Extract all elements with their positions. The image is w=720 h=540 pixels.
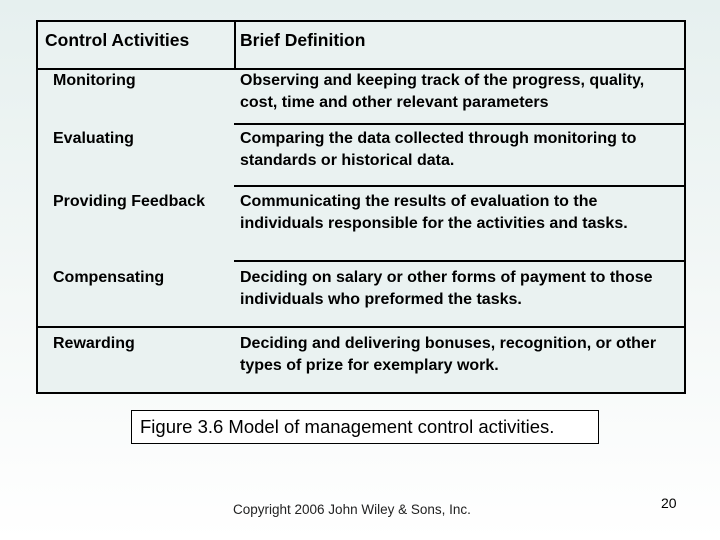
row-divider — [234, 185, 684, 187]
definition-providing-feedback: Communicating the results of evaluation to the individuals responsible for the activities and tasks. — [240, 193, 628, 232]
copyright-notice: Copyright 2006 John Wiley & Sons, Inc. — [233, 502, 471, 517]
definition-evaluating: Comparing the data collected through monitoring to standards or historical data. — [240, 130, 637, 169]
page-number: 20 — [661, 495, 677, 511]
header-column-divider — [234, 22, 236, 68]
row-divider — [234, 260, 684, 262]
activity-providing-feedback: Providing Feedback — [53, 193, 206, 210]
activity-compensating: Compensating — [53, 269, 165, 286]
activity-monitoring: Monitoring — [53, 72, 136, 89]
activity-rewarding: Rewarding — [53, 335, 135, 352]
header-control-activities: Control Activities — [45, 30, 190, 50]
definition-monitoring: Observing and keeping track of the progress, quality, cost, time and other relevant parameters — [240, 72, 645, 111]
definition-compensating: Deciding on salary or other forms of payment to those individuals who preformed the tasks. — [240, 269, 653, 308]
row-divider — [38, 326, 684, 328]
header-brief-definition: Brief Definition — [240, 30, 366, 50]
definition-rewarding: Deciding and delivering bonuses, recognition, or other types of prize for exemplary work. — [240, 335, 657, 374]
activity-evaluating: Evaluating — [53, 130, 134, 147]
control-activities-table — [36, 20, 686, 394]
figure-caption: Figure 3.6 Model of management control activities. — [131, 410, 599, 444]
row-divider — [234, 123, 684, 125]
